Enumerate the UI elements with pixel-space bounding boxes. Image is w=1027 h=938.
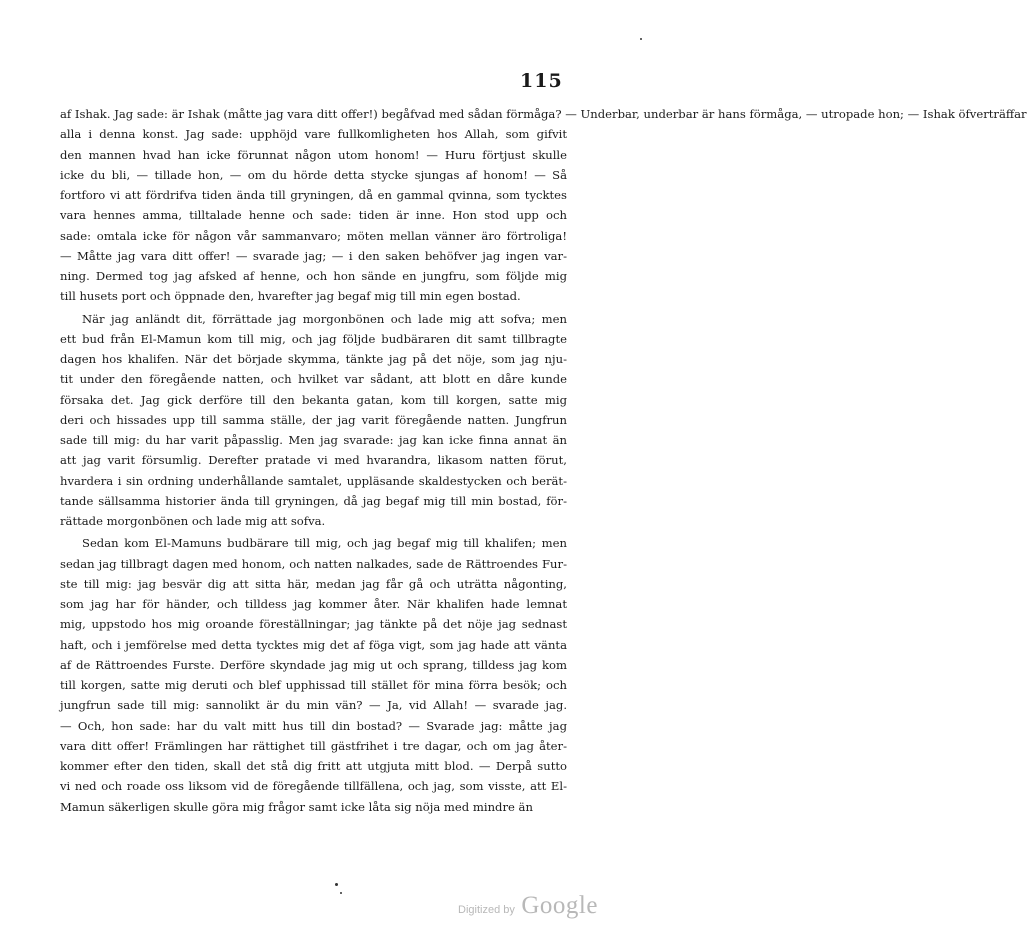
text-line: sade till mig: du har varit påpasslig. Men jag svarade: jag kan icke finna annat än — [60, 433, 567, 447]
page-speck — [340, 892, 342, 894]
body-text — [60, 104, 1027, 817]
text-line: tande sällsamma historier ända till gryningen, då jag begaf mig till min bostad, för- — [60, 493, 567, 508]
text-line: — Och, hon sade: har du valt mitt hus till din bostad? — Svarade jag: måtte jag — [60, 718, 567, 733]
text-line: Sedan kom El-Mamuns budbärare till mig, och jag begaf mig till khalifen; men — [82, 536, 567, 551]
text-line: vi ned och roade oss liksom vid de föregående tillfällena, och jag, som visste, att El- — [60, 779, 567, 794]
text-line: af de Rättroendes Furste. Derföre skyndade jag mig ut och sprang, tilldess jag kom — [60, 657, 567, 672]
text-line: vara hennes amma, tilltalade henne och sade: tiden är inne. Hon stod upp och — [60, 208, 567, 223]
google-logo: Google — [521, 892, 598, 919]
text-line: ett bud från El-Mamun kom till mig, och jag följde budbäraren dit samt tillbragte — [60, 331, 567, 346]
text-line: icke du bli, — tillade hon, — om du hörde detta stycke sjungas af honom! — Så — [60, 167, 567, 182]
text-line: dagen hos khalifen. När det började skymma, tänkte jag på det nöje, som jag nju- — [60, 352, 567, 366]
text-line: hvardera i sin ordning underhållande samtalet, uppläsande skaldestycken och berät- — [60, 473, 567, 488]
text-line: den mannen hvad han icke förunnat någon utom honom! — Huru förtjust skulle — [60, 147, 567, 162]
text-line: ning. Dermed tog jag afsked af henne, och hon sände en jungfru, som följde mig — [60, 269, 567, 283]
text-line: till husets port och öppnade den, hvarefter jag begaf mig till min egen bostad. — [60, 289, 521, 304]
text-line: sedan jag tillbragt dagen med honom, och natten nalkades, sade de Rättroendes Fur- — [60, 556, 567, 571]
page-number: 115 — [520, 70, 563, 92]
text-line: jungfrun sade till mig: sannolikt är du min vän? — Ja, vid Allah! — svarade jag. — [60, 698, 567, 713]
text-line: haft, och i jemförelse med detta tycktes mig det af föga vigt, som jag hade att vänta — [60, 637, 567, 652]
text-line: — Måtte jag vara ditt offer! — svarade jag; — i den saken behöfver jag ingen var- — [60, 248, 567, 263]
text-line: att jag varit försumlig. Derefter pratade vi med hvarandra, likasom natten förut, — [60, 453, 567, 468]
text-line: mig, uppstodo hos mig oroande föreställningar; jag tänkte på det nöje jag sednast — [60, 617, 567, 632]
text-line: af Ishak. Jag sade: är Ishak (måtte jag vara ditt offer!) begåfvad med sådan förmåga? — Underbar, underbar är hans förmåga, — utropade hon; — Ishak öfverträffar — [60, 107, 1027, 121]
page-speck — [335, 883, 338, 886]
text-line: till korgen, satte mig deruti och blef upphissad till stället för mina förra besök; och — [60, 678, 567, 692]
text-line: alla i denna konst. Jag sade: upphöjd vare fullkomligheten hos Allah, som gifvit — [60, 127, 567, 142]
text-line: vara ditt offer! Främlingen har rättighet till gästfrihet i tre dagar, och om jag åter- — [60, 738, 567, 753]
text-line: fortforo vi att fördrifva tiden ända till gryningen, då en gammal qvinna, som tycktes — [60, 188, 567, 202]
text-line: När jag anländt dit, förrättade jag morgonbönen och lade mig att sofva; men — [82, 311, 567, 326]
text-line: deri och hissades upp till samma ställe, der jag varit föregående natten. Jungfrun — [60, 412, 567, 427]
text-line: sade: omtala icke för någon vår sammanvaro; möten mellan vänner äro förtroliga! — [60, 228, 567, 243]
text-line: ste till mig: jag besvär dig att sitta här, medan jag får gå och uträtta någonting, — [60, 576, 567, 591]
text-line: rättade morgonbönen och lade mig att sofva. — [60, 514, 326, 528]
page-speck — [640, 38, 642, 40]
text-line: tit under den föregående natten, och hvilket var sådant, att blott en dåre kunde — [60, 372, 567, 387]
text-line: försaka det. Jag gick derföre till den bekanta gatan, kom till korgen, satte mig — [60, 392, 567, 407]
watermark-prefix: Digitized by — [458, 904, 515, 916]
digitized-watermark — [458, 892, 598, 920]
text-line: kommer efter den tiden, skall det stå dig fritt att utgjuta mitt blod. — Derpå sutto — [60, 759, 567, 773]
text-line: som jag har för händer, och tilldess jag kommer åter. När khalifen hade lemnat — [60, 597, 567, 611]
text-line: Mamun säkerligen skulle göra mig frågor samt icke låta sig nöja med mindre än — [60, 799, 533, 814]
